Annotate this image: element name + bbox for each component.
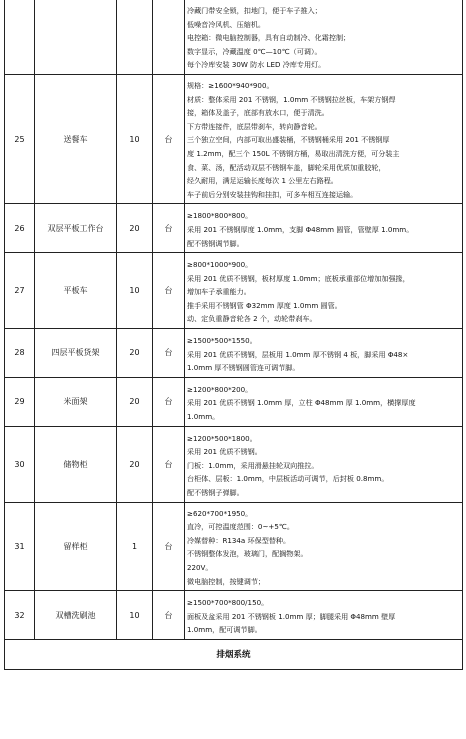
spec-line: 度 1.2mm，配三个 150L 不锈钢方桶，易取出清洗方便，可分装主	[187, 148, 400, 158]
item-number: 30	[5, 426, 35, 502]
spec-line: 面板及盆采用 201 不锈钢板 1.0mm 厚；脚腿采用 Φ48mm 壁厚	[187, 611, 396, 621]
spec-line: 规格：≥1600*940*900。	[187, 80, 274, 90]
item-quantity: 1	[117, 502, 153, 591]
spec-line: 下方带连接件，底层带刹车，转向静音轮。	[187, 121, 322, 131]
spec-line: 材质：整体采用 201 不锈钢，1.0mm 不锈钢拉丝板，车架方钢焊	[187, 94, 396, 104]
item-spec	[185, 502, 463, 591]
item-quantity: 20	[117, 426, 153, 502]
item-name: 留样柜	[35, 502, 117, 591]
spec-line: 车子前后分别安装挂钩和挂扣，可多车相互连接运输。	[187, 189, 358, 199]
continuation-row	[5, 0, 463, 74]
spec-line: 采用 201 优质不锈钢。	[187, 447, 262, 457]
spec-line: 接，箱体及盖子，底部有放水口，便于清洗。	[187, 108, 329, 118]
item-unit: 台	[153, 74, 185, 203]
spec-line: 220V。	[187, 562, 213, 572]
item-unit: 台	[153, 502, 185, 591]
item-name: 储物柜	[35, 426, 117, 502]
table-row	[5, 377, 463, 426]
item-quantity: 20	[117, 204, 153, 253]
spec-line: 冷藏门带安全锁，扣地门，便于车子推入；	[187, 6, 322, 15]
spec-line: ≥1200*800*200。	[187, 384, 253, 394]
item-number: 26	[5, 204, 35, 253]
spec-line: 台柜体、层板：1.0mm，中层板活动可调节，后封板 0.8mm。	[187, 474, 389, 484]
spec-line: 微电脑控制，按键调节；	[187, 576, 266, 586]
cell-name	[35, 0, 117, 74]
spec-line: 三个独立空间，内部可取出盛装桶，不锈钢桶采用 201 不锈钢厚	[187, 135, 390, 145]
item-spec	[185, 329, 463, 378]
item-number: 32	[5, 591, 35, 640]
spec-line: 电控箱：微电脑控制器，具有自动制冷、化霜控制；	[187, 33, 351, 43]
spec-line: 直冷，可控温度范围：0~+5℃。	[187, 522, 294, 532]
cell-spec	[185, 0, 463, 74]
spec-line: 配不锈钢子弹脚。	[187, 488, 244, 497]
item-name: 双槽洗刷池	[35, 591, 117, 640]
item-spec	[185, 426, 463, 502]
item-name: 平板车	[35, 253, 117, 329]
item-unit: 台	[153, 377, 185, 426]
item-quantity: 20	[117, 329, 153, 378]
spec-line: 1.0mm。	[187, 412, 220, 422]
item-quantity: 20	[117, 377, 153, 426]
spec-line: 1.0mm，配可调节脚。	[187, 625, 262, 635]
equipment-table	[4, 0, 463, 670]
item-unit: 台	[153, 253, 185, 329]
table-row	[5, 426, 463, 502]
item-unit: 台	[153, 329, 185, 378]
item-name: 四层平板货架	[35, 329, 117, 378]
item-spec	[185, 377, 463, 426]
section-row	[5, 639, 463, 669]
item-quantity: 10	[117, 74, 153, 203]
item-unit: 台	[153, 204, 185, 253]
spec-line: 1.0mm 厚不锈钢圆管连可调节脚。	[187, 363, 300, 373]
spec-line: 冷媒替种：R134a 环保型替种。	[187, 535, 291, 545]
item-spec	[185, 253, 463, 329]
spec-line: 食、菜、汤，配活动双层不锈钢车盖，脚轮采用优质加重胶轮，	[187, 162, 386, 172]
spec-line: 动、定负重静音轮各 2 个，动轮带刹车。	[187, 314, 317, 324]
item-number: 25	[5, 74, 35, 203]
spec-line: ≥1500*700*800/150。	[187, 598, 269, 608]
item-number: 29	[5, 377, 35, 426]
item-quantity: 10	[117, 253, 153, 329]
spec-line: 采用 201 不锈钢厚度 1.0mm，支脚 Φ48mm 圆管，管壁厚 1.0mm。	[187, 224, 414, 234]
item-number: 31	[5, 502, 35, 591]
item-spec	[185, 74, 463, 203]
item-name: 送餐车	[35, 74, 117, 203]
table-row	[5, 74, 463, 203]
item-spec	[185, 591, 463, 640]
spec-line: 每个冷库安装 30W 防水 LED 冷库专用灯。	[187, 60, 326, 70]
table-row	[5, 591, 463, 640]
spec-line: ≥1200*500*1800。	[187, 433, 257, 443]
table-row	[5, 502, 463, 591]
spec-line: 配不锈钢调节脚。	[187, 238, 244, 248]
spec-line: 增加车子承重能力。	[187, 287, 251, 297]
spec-line: ≥1800*800*800。	[187, 211, 253, 221]
table-row	[5, 253, 463, 329]
section-title: 排烟系统	[5, 639, 463, 669]
spec-line: ≥1500*500*1550。	[187, 336, 257, 346]
spec-line: 采用 201 优质不锈钢，板材厚度 1.0mm；底板承重部位增加加强掾，	[187, 273, 410, 283]
item-number: 28	[5, 329, 35, 378]
spec-line: 门板：1.0mm，采用滑悬挂轮双向推拉。	[187, 460, 319, 470]
cell-unit	[153, 0, 185, 74]
table-row	[5, 204, 463, 253]
spec-line: 数字显示，冷藏温度 0℃—10℃（可调）。	[187, 46, 322, 56]
item-quantity: 10	[117, 591, 153, 640]
table-row	[5, 329, 463, 378]
spec-line: 不锈钢整体发泡，玻璃门，配搁物架。	[187, 549, 308, 559]
spec-line: ≥800*1000*900。	[187, 260, 253, 270]
item-number: 27	[5, 253, 35, 329]
item-name: 米面架	[35, 377, 117, 426]
spec-line: 采用 201 优质不锈钢，层板用 1.0mm 厚不锈钢 4 板，脚采用 Φ48×	[187, 349, 409, 359]
cell-no	[5, 0, 35, 74]
cell-qty	[117, 0, 153, 74]
spec-line: 经久耐用，满足运输长度每次 1 公里左右路程。	[187, 176, 338, 186]
spec-line: ≥620*700*1950。	[187, 508, 253, 518]
item-unit: 台	[153, 591, 185, 640]
spec-line: 采用 201 优质不锈钢 1.0mm 厚，立柱 Φ48mm 厚 1.0mm，横撑厚度	[187, 398, 416, 408]
item-name: 双层平板工作台	[35, 204, 117, 253]
item-unit: 台	[153, 426, 185, 502]
spec-line: 低噪音冷风机、压缩机。	[187, 19, 266, 29]
spec-line: 推手采用不锈钢管 Φ32mm 厚度 1.0mm 圆管。	[187, 300, 342, 310]
item-spec	[185, 204, 463, 253]
